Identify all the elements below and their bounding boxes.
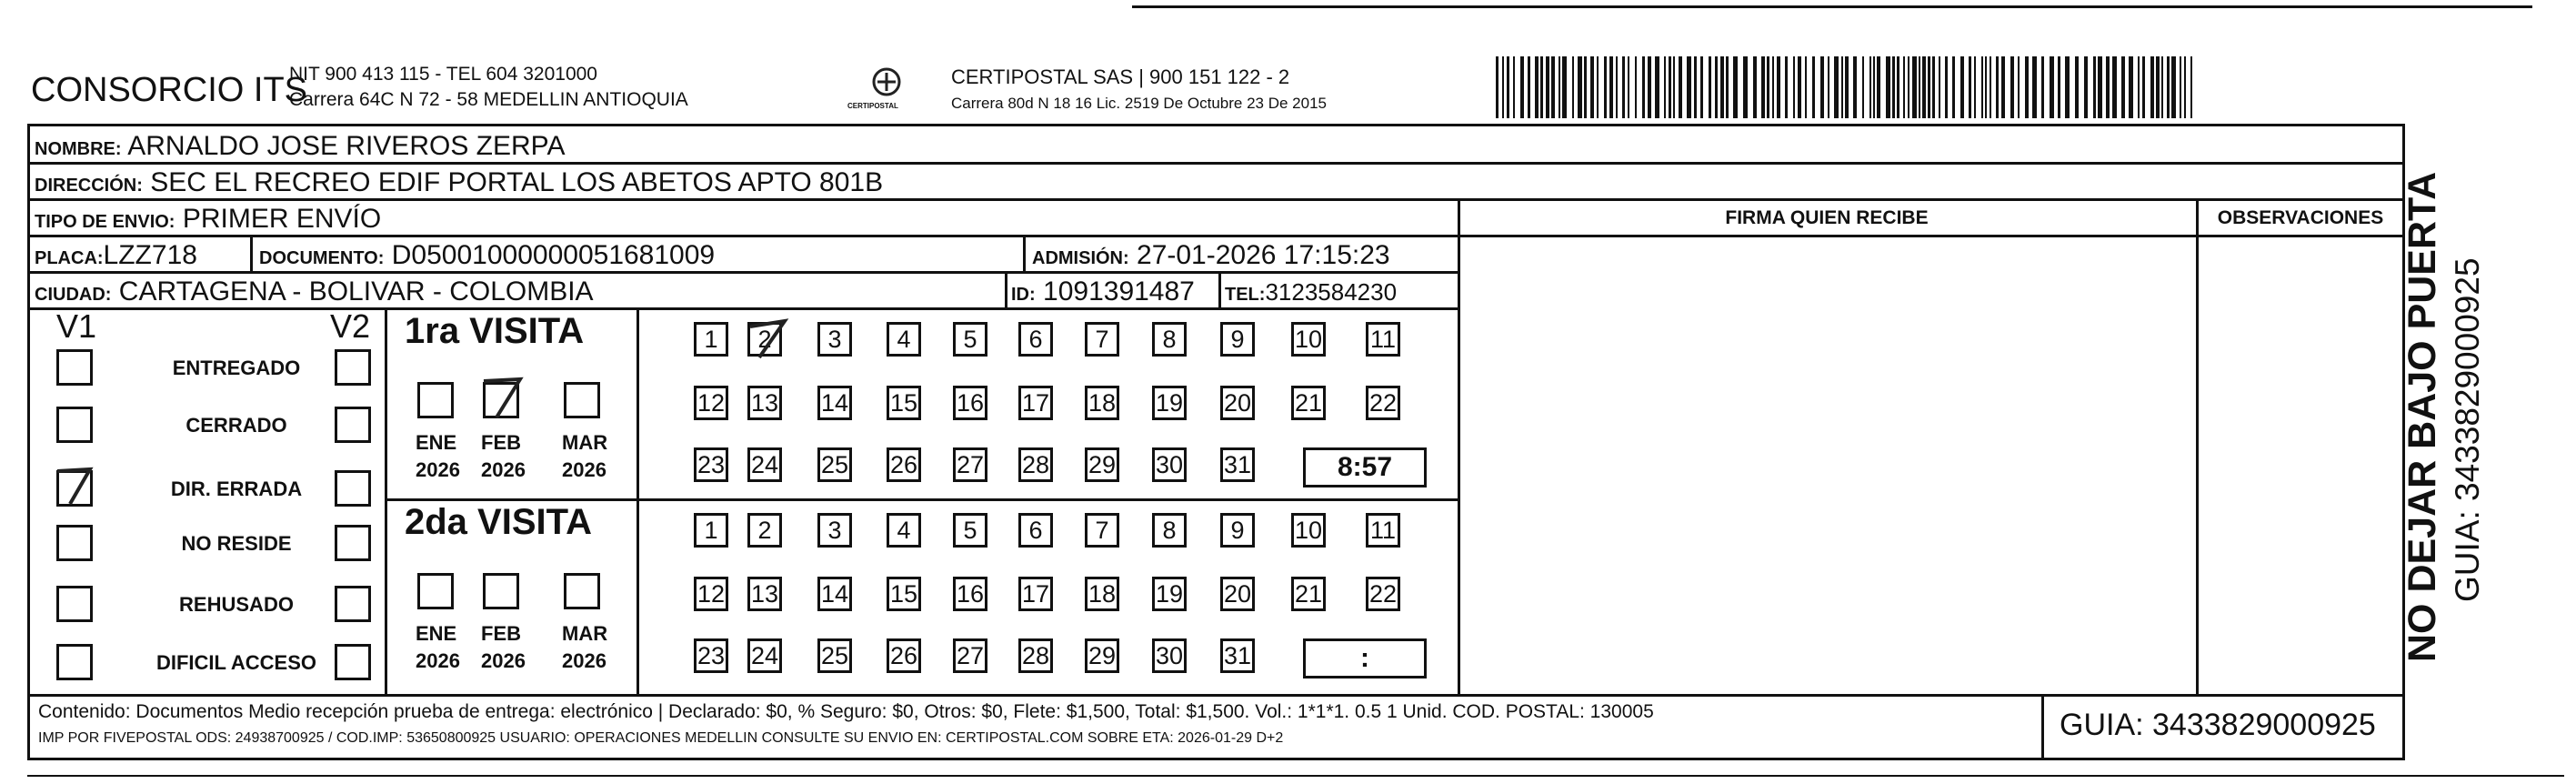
status-label-entregado: ENTREGADO	[172, 357, 301, 379]
visit-1-day-box[interactable]: 26	[887, 447, 921, 482]
visit-1-day-box[interactable]: 28	[1018, 447, 1053, 482]
visit-1-day-box[interactable]: 5	[953, 322, 987, 357]
admision-value: 27-01-2026 17:15:23	[1137, 240, 1390, 270]
visit-2-day-box[interactable]: 27	[953, 638, 987, 673]
visit-1-day-box[interactable]: 25	[817, 447, 852, 482]
visit-2-month-checkbox-feb[interactable]	[483, 573, 519, 609]
visit-1-day-box[interactable]: 8	[1152, 322, 1187, 357]
v2-checkbox-dificil-acceso[interactable]	[335, 644, 371, 680]
visit-1-day-box[interactable]: 18	[1085, 386, 1119, 420]
visit-1-day-box[interactable]: 13	[747, 386, 782, 420]
visit-1-day-box[interactable]: 20	[1220, 386, 1255, 420]
footer-contenido: Contenido: Documentos Medio recepción prueba de entrega: electrónico | Declarado: $0, % Seguro: $0, Otros: $0, Flete: $1,500, Total: $1,500. Vol.: 1*1*1. 0.5 1 Unid. COD. POSTAL: 130005	[38, 701, 1654, 722]
visit-2-day-box[interactable]: 25	[817, 638, 852, 673]
admision-sep	[1023, 235, 1026, 271]
firma-left-line	[1458, 198, 1460, 697]
visit-1-time-field[interactable]: 8:57	[1303, 447, 1427, 487]
placa-row	[35, 240, 197, 271]
visit-1-day-box[interactable]: 17	[1018, 386, 1053, 420]
documento-row	[259, 240, 715, 271]
visit-2-day-box[interactable]: 12	[694, 577, 728, 611]
visit-2-day-box[interactable]: 17	[1018, 577, 1053, 611]
visit-2-day-box[interactable]: 23	[694, 638, 728, 673]
visit-1-day-box[interactable]: 24	[747, 447, 782, 482]
footer-imp: IMP POR FIVEPOSTAL ODS: 24938700925 / COD.IMP: 53650800925 USUARIO: OPERACIONES MEDELLIN CONSULTE SU ENVIO EN: CERTIPOSTAL.COM SOBRE ETA: 2026-01-29 D+2	[38, 730, 1284, 746]
visit-2-month-label: FEB	[481, 622, 521, 645]
status-label-dificil-acceso: DIFICIL ACCESO	[155, 651, 316, 674]
guia-box-sep	[2041, 694, 2044, 758]
visit-1-day-box[interactable]: 6	[1018, 322, 1053, 357]
day-number: 2	[757, 326, 772, 353]
visit-2-year-label: 2026	[562, 649, 606, 672]
visit-2-day-box[interactable]: 30	[1152, 638, 1187, 673]
documento-value: D05001000000051681009	[391, 240, 716, 270]
status-label-no-reside: NO RESIDE	[181, 532, 292, 555]
visit-2-day-box[interactable]: 19	[1152, 577, 1187, 611]
visit-2-day-box[interactable]: 18	[1085, 577, 1119, 611]
visit-1-day-box[interactable]: 19	[1152, 386, 1187, 420]
admision-row	[1032, 240, 1390, 271]
visit-mid-line	[385, 498, 1458, 501]
visit-1-day-box[interactable]: 11	[1366, 322, 1400, 357]
visit-2-day-box[interactable]: 5	[953, 513, 987, 548]
visit-1-day-box[interactable]: 29	[1085, 447, 1119, 482]
company-nit: NIT 900 413 115 - TEL 604 3201000	[289, 64, 597, 85]
visit-2-day-box[interactable]: 31	[1220, 638, 1255, 673]
visit-1-year-label: 2026	[481, 458, 526, 481]
visit-2-day-box[interactable]: 11	[1366, 513, 1400, 548]
carrier-address: Carrera 80d N 18 16 Lic. 2519 De Octubre 23 De 2015	[951, 95, 1327, 112]
visit-2-day-box[interactable]: 9	[1220, 513, 1255, 548]
tel-value: 3123584230	[1265, 278, 1398, 306]
v2-checkbox-cerrado[interactable]	[335, 407, 371, 443]
visit-1-day-box[interactable]: 1	[694, 322, 728, 357]
visit-2-day-box[interactable]: 3	[817, 513, 852, 548]
visit-1-day-box[interactable]: 10	[1291, 322, 1326, 357]
visit-2-day-box[interactable]: 24	[747, 638, 782, 673]
placa-label: PLACA:	[35, 248, 104, 268]
visit-1-day-box[interactable]: 14	[817, 386, 852, 420]
visit-1-day-box[interactable]: 4	[887, 322, 921, 357]
form-top-border	[27, 124, 2405, 126]
visit-1-month-label: MAR	[562, 431, 608, 454]
visit-1-day-box[interactable]: 23	[694, 447, 728, 482]
side-warning: NO DEJAR BAJO PUERTA	[2401, 171, 2444, 662]
ciudad-label: CIUDAD:	[35, 285, 112, 305]
status-label-dir-errada: DIR. ERRADA	[170, 477, 303, 500]
bottom-rule	[27, 775, 2564, 777]
visit-1-day-box[interactable]: 16	[953, 386, 987, 420]
visit-2-day-box[interactable]: 10	[1291, 513, 1326, 548]
observaciones-label: OBSERVACIONES	[2217, 207, 2384, 228]
visit-1-month-label: ENE	[416, 431, 457, 454]
visit-2-month-label: MAR	[562, 622, 608, 645]
visit-1-day-box[interactable]: 21	[1291, 386, 1326, 420]
tel-sep	[1218, 271, 1221, 307]
barcode	[1496, 56, 2200, 118]
visit-1-day-box[interactable]: 3	[817, 322, 852, 357]
visit-2-day-box[interactable]: 28	[1018, 638, 1053, 673]
ciudad-row	[35, 276, 594, 307]
tipo-value: PRIMER ENVÍO	[182, 204, 382, 234]
visit-2-day-box[interactable]: 21	[1291, 577, 1326, 611]
visit-2-month-checkbox-ene[interactable]	[417, 573, 454, 609]
side-guia: GUIA: 3433829000925	[2449, 257, 2486, 602]
nombre-label: NOMBRE:	[35, 139, 122, 159]
row-line-4	[27, 271, 1459, 274]
direccion-row	[35, 167, 883, 198]
v2-label: V2	[330, 307, 371, 345]
form-left-border	[27, 124, 30, 760]
v2-checkbox-entregado[interactable]	[335, 349, 371, 386]
visit-2-day-box[interactable]: 1	[694, 513, 728, 548]
check-mark-icon	[745, 316, 790, 361]
visit-2-day-box[interactable]: 6	[1018, 513, 1053, 548]
nombre-value: ARNALDO JOSE RIVEROS ZERPA	[127, 131, 566, 161]
visit-2-time-field[interactable]: :	[1303, 638, 1427, 678]
placa-sep	[250, 235, 253, 271]
form-bottom-border	[27, 758, 2405, 760]
visit-2-year-label: 2026	[481, 649, 526, 672]
visit-1-day-box[interactable]: 30	[1152, 447, 1187, 482]
visit-2-day-box[interactable]: 20	[1220, 577, 1255, 611]
footer-top-line	[27, 694, 2405, 697]
documento-label: DOCUMENTO:	[259, 248, 385, 268]
firma-label: FIRMA QUIEN RECIBE	[1725, 207, 1929, 228]
visit-1-day-box[interactable]: 31	[1220, 447, 1255, 482]
top-rule	[1132, 5, 2532, 8]
id-row	[1011, 276, 1195, 307]
v2-checkbox-no-reside[interactable]	[335, 525, 371, 561]
visit-2-day-box[interactable]: 2	[747, 513, 782, 548]
direccion-value: SEC EL RECREO EDIF PORTAL LOS ABETOS APTO 801B	[150, 167, 884, 197]
visit-2-day-box[interactable]: 22	[1366, 577, 1400, 611]
status-label-cerrado: CERRADO	[185, 414, 287, 437]
admision-label: ADMISIÓN:	[1032, 248, 1129, 268]
visit-1-day-box[interactable]: 7	[1085, 322, 1119, 357]
visit-2-day-box[interactable]: 26	[887, 638, 921, 673]
visit-1-month-checkbox-mar[interactable]	[564, 382, 600, 418]
visit-1-day-box[interactable]: 22	[1366, 386, 1400, 420]
visit-2-year-label: 2026	[416, 649, 460, 672]
visit-1-day-box[interactable]: 27	[953, 447, 987, 482]
visit-2-day-box[interactable]: 7	[1085, 513, 1119, 548]
row-line-1	[27, 162, 2405, 165]
status-label-rehusado: REHUSADO	[179, 593, 294, 616]
row-line-3	[27, 235, 2405, 237]
visit-1-day-box[interactable]	[747, 322, 782, 357]
id-sep	[1005, 271, 1007, 307]
visit-2-day-box[interactable]: 4	[887, 513, 921, 548]
ciudad-value: CARTAGENA - BOLIVAR - COLOMBIA	[118, 276, 594, 307]
company-address: Carrera 64C N 72 - 58 MEDELLIN ANTIOQUIA	[289, 89, 688, 110]
tipo-label: TIPO DE ENVIO:	[35, 212, 175, 232]
visit-2-day-box[interactable]: 14	[817, 577, 852, 611]
visit-1-day-box[interactable]: 9	[1220, 322, 1255, 357]
id-label: ID:	[1011, 285, 1036, 305]
visit-2-day-box[interactable]: 13	[747, 577, 782, 611]
visit-1-month-label: FEB	[481, 431, 521, 454]
row-line-2	[27, 198, 2405, 201]
visit-2-day-box[interactable]: 16	[953, 577, 987, 611]
placa-value: LZZ718	[103, 240, 197, 270]
visit-2-day-box[interactable]: 29	[1085, 638, 1119, 673]
tipo-row	[35, 204, 381, 235]
nombre-row	[35, 131, 565, 162]
carrier-name: CERTIPOSTAL SAS | 900 151 122 - 2	[951, 65, 1290, 88]
company-name: CONSORCIO ITS	[31, 71, 308, 109]
visit-1-day-box[interactable]: 12	[694, 386, 728, 420]
visit-title-1: 1ra VISITA	[405, 311, 585, 351]
visit-1-month-checkbox-ene[interactable]	[417, 382, 454, 418]
visit-2-day-box[interactable]: 15	[887, 577, 921, 611]
visit-1-month-checkbox-feb[interactable]	[483, 382, 519, 418]
v2-checkbox-rehusado[interactable]	[335, 586, 371, 622]
v1-label: V1	[56, 307, 97, 345]
visit-1-year-label: 2026	[416, 458, 460, 481]
direccion-label: DIRECCIÓN:	[35, 176, 143, 196]
v2-checkbox-dir-errada[interactable]	[335, 470, 371, 507]
check-mark-icon	[480, 374, 526, 419]
visit-2-month-checkbox-mar[interactable]	[564, 573, 600, 609]
visit-1-year-label: 2026	[562, 458, 606, 481]
visit-2-day-box[interactable]: 8	[1152, 513, 1187, 548]
tel-label: TEL:	[1225, 285, 1266, 305]
visit-2-month-label: ENE	[416, 622, 457, 645]
visit-title-2: 2da VISITA	[405, 502, 592, 542]
guia-box-text: GUIA: 3433829000925	[2060, 708, 2376, 742]
visit-1-day-box[interactable]: 15	[887, 386, 921, 420]
row-line-5	[27, 307, 1459, 310]
tel-row	[1225, 278, 1397, 307]
id-value: 1091391487	[1043, 276, 1195, 307]
obs-left-line	[2196, 198, 2199, 697]
logo-caption: CERTIPOSTAL	[847, 102, 898, 110]
